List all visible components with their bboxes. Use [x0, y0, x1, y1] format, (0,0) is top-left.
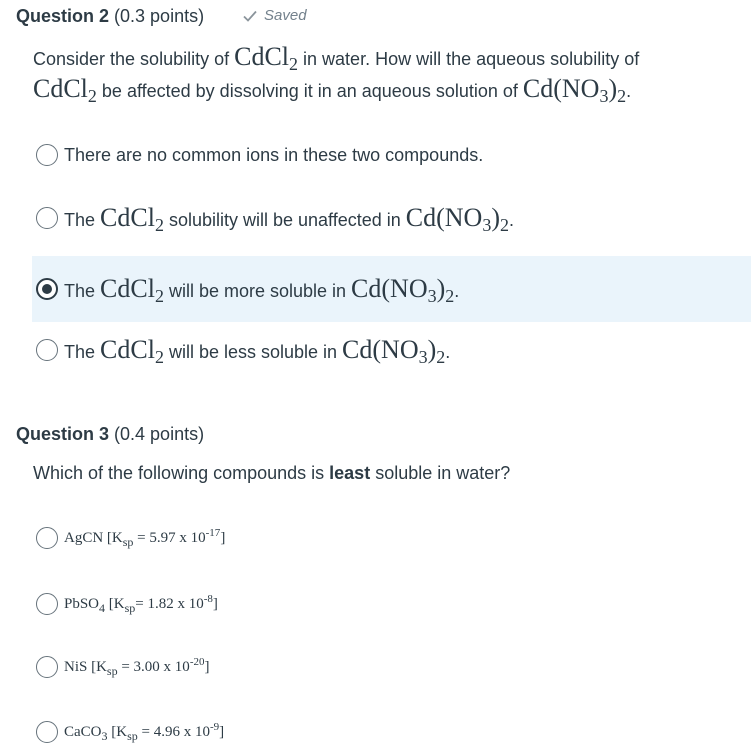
prompt-text: Consider the solubility of	[33, 49, 235, 69]
q2-option-4[interactable]	[32, 330, 751, 370]
saved-status	[242, 7, 307, 24]
chem-formula: CdCl$_2$	[33, 74, 97, 106]
option-label: NiS [$K_{sp} = 3.00$ x $10^{-20}$]	[64, 655, 210, 678]
emphasis-least: least	[329, 463, 371, 483]
radio-button[interactable]	[36, 527, 58, 549]
question-2-number: Question 2	[16, 6, 110, 26]
option-label: The CdCl$_2$ will be less soluble in $Cd(NO_3)_2$.	[64, 335, 451, 367]
question-2-header	[16, 6, 204, 27]
chem-formula: CdCl$_2$	[234, 42, 299, 74]
radio-button[interactable]	[36, 593, 58, 615]
radio-button[interactable]	[36, 656, 58, 678]
q2-option-1[interactable]	[32, 140, 751, 170]
prompt-line-1	[33, 42, 733, 74]
radio-button[interactable]	[36, 144, 58, 166]
q3-option-pbso4[interactable]	[32, 590, 751, 618]
checkmark-icon	[242, 9, 258, 23]
prompt-line-2: CdCl$_2$ be affected by dissolving it in an aqueous solution of $Cd(NO_3)_2$.	[33, 74, 632, 106]
option-label: AgCN [$K_{sp} = 5.97$ x $10^{-17}$]	[64, 526, 226, 549]
radio-button[interactable]	[36, 207, 58, 229]
q2-option-3[interactable]	[32, 256, 751, 322]
q2-option-2[interactable]	[32, 198, 751, 238]
question-3-points: (0.4 points)	[114, 424, 205, 444]
option-label: The CdCl$_2$ will be more soluble in $Cd(NO_3)_2$.	[64, 274, 460, 306]
question-2-points: (0.3 points)	[114, 6, 205, 26]
q3-option-nis[interactable]	[32, 653, 751, 681]
prompt-text: in water. How will the aqueous solubility of	[298, 49, 640, 69]
q3-option-caco3[interactable]	[32, 718, 751, 746]
saved-label: Saved	[264, 7, 307, 24]
q3-option-agcn[interactable]	[32, 524, 751, 552]
radio-button-selected[interactable]	[36, 278, 58, 300]
radio-button[interactable]	[36, 339, 58, 361]
radio-button[interactable]	[36, 721, 58, 743]
question-3-number: Question 3	[16, 424, 110, 444]
chem-formula: $Cd(NO_3)_2$	[522, 74, 627, 106]
question-2-prompt	[33, 42, 733, 106]
prompt-text: be affected by dissolving it in an aqueous solution of	[96, 81, 523, 101]
question-3-prompt: Which of the following compounds is least soluble in water?	[33, 463, 511, 483]
option-label: PbSO$_4$ [$K_{sp}= 1.82$ x $10^{-8}$]	[64, 592, 218, 615]
option-label: There are no common ions in these two compounds.	[64, 144, 484, 165]
question-3-header	[16, 424, 204, 445]
option-label: The CdCl$_2$ solubility will be unaffected in $Cd(NO_3)_2$.	[64, 203, 515, 235]
option-label: CaCO$_3$ [$K_{sp} = 4.96$ x $10^{-9}$]	[64, 720, 225, 743]
